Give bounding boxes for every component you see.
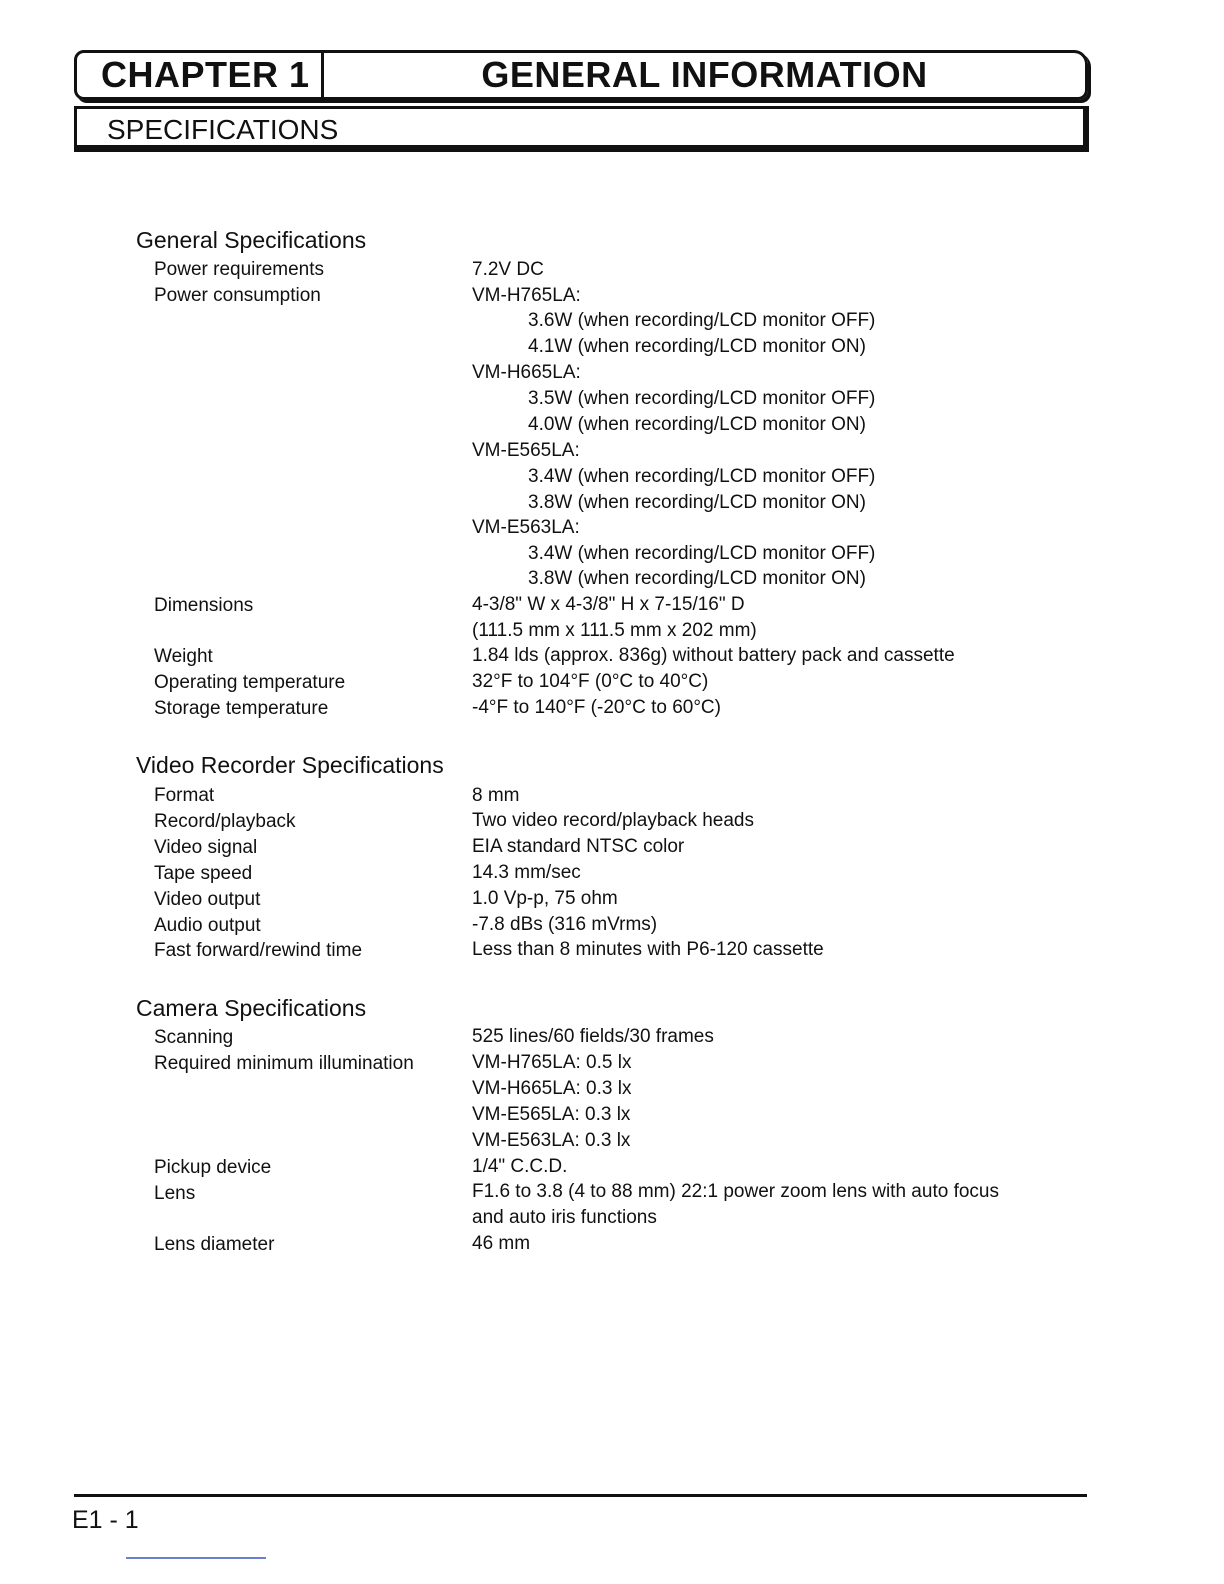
- lens-value: F1.6 to 3.8 (4 to 88 mm) 22:1 power zoom lens with auto focus: [472, 1181, 999, 1202]
- scanning-label: Scanning: [154, 1027, 234, 1048]
- chapter-label: CHAPTER 1: [101, 54, 310, 95]
- video-signal-label: Video signal: [154, 837, 258, 858]
- video-output-value: 1.0 Vp-p, 75 ohm: [472, 888, 618, 909]
- section-title: SPECIFICATIONS: [107, 114, 339, 145]
- video-signal-value: EIA standard NTSC color: [472, 836, 685, 857]
- power-on-value: 4.1W (when recording/LCD monitor ON): [528, 336, 866, 357]
- format-label: Format: [154, 785, 215, 806]
- storage-temperature-value: -4°F to 140°F (-20°C to 60°C): [472, 697, 721, 718]
- camera-specs-heading: Camera Specifications: [136, 995, 367, 1021]
- operating-temperature-value: 32°F to 104°F (0°C to 40°C): [472, 671, 709, 692]
- weight-label: Weight: [154, 646, 213, 667]
- audio-output-value: -7.8 dBs (316 mVrms): [472, 914, 658, 935]
- video-output-label: Video output: [154, 889, 261, 910]
- operating-temperature-label: Operating temperature: [154, 672, 346, 693]
- power-on-value: 4.0W (when recording/LCD monitor ON): [528, 414, 866, 435]
- power-requirements-label: Power requirements: [154, 259, 325, 280]
- illumination-value: VM-H665LA: 0.3 lx: [472, 1078, 632, 1099]
- lens-diameter-value: 46 mm: [472, 1233, 531, 1254]
- record-playback-label: Record/playback: [154, 811, 296, 832]
- chapter-title: GENERAL INFORMATION: [481, 54, 928, 95]
- dimensions-value-inches: 4-3/8" W x 4-3/8" H x 7-15/16" D: [472, 594, 745, 615]
- power-on-value: 3.8W (when recording/LCD monitor ON): [528, 568, 866, 589]
- tape-speed-value: 14.3 mm/sec: [472, 862, 581, 883]
- lens-value-continued: and auto iris functions: [472, 1207, 657, 1228]
- storage-temperature-label: Storage temperature: [154, 698, 329, 719]
- fast-forward-rewind-label: Fast forward/rewind time: [154, 940, 363, 961]
- power-model: VM-H665LA:: [472, 362, 581, 383]
- illumination-value: VM-H765LA: 0.5 lx: [472, 1052, 632, 1073]
- audio-output-label: Audio output: [154, 915, 261, 936]
- scanning-value: 525 lines/60 fields/30 frames: [472, 1026, 714, 1047]
- weight-value: 1.84 lds (approx. 836g) without battery pack and cassette: [472, 645, 955, 666]
- footer-rule: [74, 1494, 1087, 1497]
- power-off-value: 3.4W (when recording/LCD monitor OFF): [528, 466, 876, 487]
- illumination-label: Required minimum illumination: [154, 1053, 414, 1074]
- dimensions-value-mm: (111.5 mm x 111.5 mm x 202 mm): [472, 620, 757, 641]
- general-specs-heading: General Specifications: [136, 227, 367, 253]
- format-value: 8 mm: [472, 785, 520, 806]
- chapter-header: [74, 50, 1088, 100]
- power-model: VM-E563LA:: [472, 517, 580, 538]
- lens-diameter-label: Lens diameter: [154, 1234, 275, 1255]
- power-requirements-value: 7.2V DC: [472, 259, 544, 280]
- section-header: [74, 106, 1089, 152]
- power-off-value: 3.5W (when recording/LCD monitor OFF): [528, 388, 876, 409]
- fast-forward-rewind-value: Less than 8 minutes with P6-120 cassette: [472, 939, 824, 960]
- record-playback-value: Two video record/playback heads: [472, 810, 754, 831]
- pickup-device-value: 1/4" C.C.D.: [472, 1156, 568, 1177]
- power-model: VM-H765LA:: [472, 285, 581, 306]
- video-recorder-specs-heading: Video Recorder Specifications: [136, 752, 444, 778]
- illumination-value: VM-E563LA: 0.3 lx: [472, 1130, 631, 1151]
- bottom-edge-mark: [126, 1557, 266, 1559]
- illumination-value: VM-E565LA: 0.3 lx: [472, 1104, 631, 1125]
- lens-label: Lens: [154, 1183, 196, 1204]
- dimensions-label: Dimensions: [154, 595, 254, 616]
- power-consumption-label: Power consumption: [154, 285, 321, 306]
- power-model: VM-E565LA:: [472, 440, 580, 461]
- tape-speed-label: Tape speed: [154, 863, 253, 884]
- power-off-value: 3.4W (when recording/LCD monitor OFF): [528, 543, 876, 564]
- power-on-value: 3.8W (when recording/LCD monitor ON): [528, 492, 866, 513]
- power-off-value: 3.6W (when recording/LCD monitor OFF): [528, 310, 876, 331]
- pickup-device-label: Pickup device: [154, 1157, 272, 1178]
- page-number: E1 - 1: [72, 1506, 139, 1534]
